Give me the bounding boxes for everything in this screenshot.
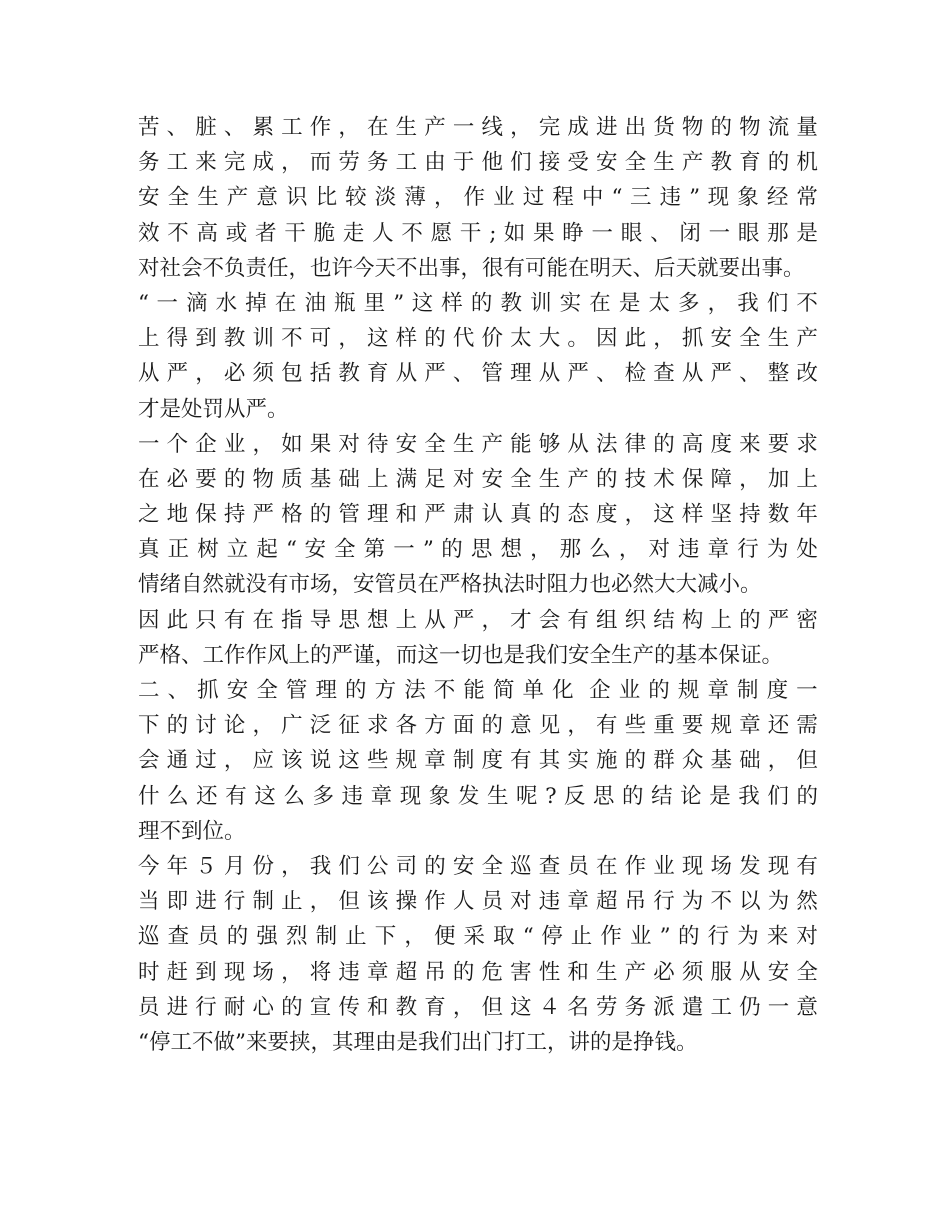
text-line: 务​ 工​ 来​ 完​ 成​ ，​ 而​ 劳​ 务​ 工​ 由​ 于​ 他​ 们​ 接​ 受​ 安​ 全​ 生​ 产​ 教​ 育​ 的​ 机: [138, 150, 818, 176]
text-line: 安​ 全​ 生​ 产​ 意​ 识​ 比​ 较​ 淡​ 薄​ ，​ 作​ 业​ 过​ 程​ 中​ “​ 三​ 违​ ”​ 现​ 象​ 经​ 常: [138, 185, 818, 211]
text-line: 员​ 进​ 行​ 耐​ 心​ 的​ 宣​ 传​ 和​ 教​ 育​ ，​ 但​ 这​ ４​ 名​ 劳​ 务​ 派​ 遣​ 工​ 仍​ 一​ 意: [138, 994, 818, 1020]
text-line: 二​ 、​ 抓​ 安​ 全​ 管​ 理​ 的​ 方​ 法​ 不​ 能​ 简​ 单​ 化​ ​ 企​ 业​ 的​ 规​ 章​ 制​ 度​ 一: [138, 678, 818, 703]
text-line: 对社会不负责任，也许今天不出事，很有可能在明天、后天就要出事。: [138, 255, 805, 281]
text-line: 从​ 严​ ，​ 必​ 须​ 包​ 括​ 教​ 育​ 从​ 严​ 、​ 管​ 理​ 从​ 严​ 、​ 检​ 查​ 从​ 严​ 、​ 整​ 改: [138, 361, 818, 387]
text-line: 严格、工作作风上的严谨，而这一切也是我们安全生产的基本保证。: [138, 642, 784, 668]
text-line: 什​ 么​ 还​ 有​ 这​ 么​ 多​ 违​ 章​ 现​ 象​ 发​ 生​ 呢​ ?​ 反​ 思​ 的​ 结​ 论​ 是​ 我​ 们​ 的: [138, 783, 818, 809]
text-line: 效​ 不​ 高​ 或​ 者​ 干​ 脆​ 走​ 人​ 不​ 愿​ 干​ ;​ 如​ 果​ 睁​ 一​ 眼​ 、​ 闭​ 一​ 眼​ 那​ 是: [138, 220, 818, 246]
text-line: 巡​ 查​ 员​ 的​ 强​ 烈​ 制​ 止​ 下​ ，​ 便​ 采​ 取​ “​ 停​ 止​ 作​ 业​ ”​ 的​ 行​ 为​ 来​ 对: [138, 924, 818, 950]
text-line: 今​ 年​ ５​ 月​ 份​ ，​ 我​ 们​ 公​ 司​ 的​ 安​ 全​ 巡​ 查​ 员​ 在​ 作​ 业​ 现​ 场​ 发​ 现​ 有: [138, 853, 818, 879]
text-line: “停工不做”来要挟，其理由是我们出门打工，讲的是挣钱。: [138, 1029, 698, 1055]
text-line: 在​ 必​ 要​ 的​ 物​ 质​ 基​ 础​ 上​ 满​ 足​ 对​ 安​ 全​ 生​ 产​ 的​ 技​ 术​ 保​ 障​ ，​ 加​ 上: [138, 466, 818, 492]
text-line: 下​ 的​ 讨​ 论​ ，​ 广​ 泛​ 征​ 求​ 各​ 方​ 面​ 的​ 意​ 见​ ，​ 有​ 些​ 重​ 要​ 规​ 章​ 还​ 需: [138, 713, 818, 739]
text-line: 之​ 地​ 保​ 持​ 严​ 格​ 的​ 管​ 理​ 和​ 严​ 肃​ 认​ 真​ 的​ 态​ 度​ ，​ 这​ 样​ 坚​ 持​ 数​ 年: [138, 502, 818, 528]
text-line: “​ 一​ 滴​ 水​ 掉​ 在​ 油​ 瓶​ 里​ ”​ 这​ 样​ 的​ 教​ 训​ 实​ 在​ 是​ 太​ 多​ ，​ 我​ 们​ 不: [138, 290, 818, 316]
text-line: 情绪自然就没有市场，安管员在严格执法时阻力也必然大大减小。: [138, 572, 762, 598]
body-text: [138, 110, 818, 1060]
text-line: 一​ 个​ 企​ 业​ ，​ 如​ 果​ 对​ 待​ 安​ 全​ 生​ 产​ 能​ 够​ 从​ 法​ 律​ 的​ 高​ 度​ 来​ 要​ 求: [138, 431, 818, 457]
text-line: 上​ 得​ 到​ 教​ 训​ 不​ 可​ ，​ 这​ 样​ 的​ 代​ 价​ 太​ 大​ 。​ 因​ 此​ ，​ 抓​ 安​ 全​ 生​ 产: [138, 326, 818, 352]
text-line: 理不到位。: [138, 818, 246, 844]
text-line: 才是处罚从严。: [138, 396, 289, 422]
text-line: 苦​ 、​ 脏​ 、​ 累​ 工​ 作​ ，​ 在​ 生​ 产​ 一​ 线​ ，​ 完​ 成​ 进​ 出​ 货​ 物​ 的​ 物​ 流​ 量: [138, 115, 818, 140]
text-line: 真​ 正​ 树​ 立​ 起​ “​ 安​ 全​ 第​ 一​ ”​ 的​ 思​ 想​ ，​ 那​ 么​ ，​ 对​ 违​ 章​ 行​ 为​ 处: [138, 537, 818, 563]
text-line: 当​ 即​ 进​ 行​ 制​ 止​ ，​ 但​ 该​ 操​ 作​ 人​ 员​ 对​ 违​ 章​ 超​ 吊​ 行​ 为​ 不​ 以​ 为​ 然: [138, 889, 818, 915]
text-line: 时​ 赶​ 到​ 现​ 场​ ，​ 将​ 违​ 章​ 超​ 吊​ 的​ 危​ 害​ 性​ 和​ 生​ 产​ 必​ 须​ 服​ 从​ 安​ 全: [138, 959, 818, 985]
text-line: 因​ 此​ 只​ 有​ 在​ 指​ 导​ 思​ 想​ 上​ 从​ 严​ ，​ 才​ 会​ 有​ 组​ 织​ 结​ 构​ 上​ 的​ 严​ 密: [138, 607, 818, 633]
text-line: 会​ 通​ 过​ ，​ 应​ 该​ 说​ 这​ 些​ 规​ 章​ 制​ 度​ 有​ 其​ 实​ 施​ 的​ 群​ 众​ 基​ 础​ ，​ 但: [138, 748, 818, 774]
